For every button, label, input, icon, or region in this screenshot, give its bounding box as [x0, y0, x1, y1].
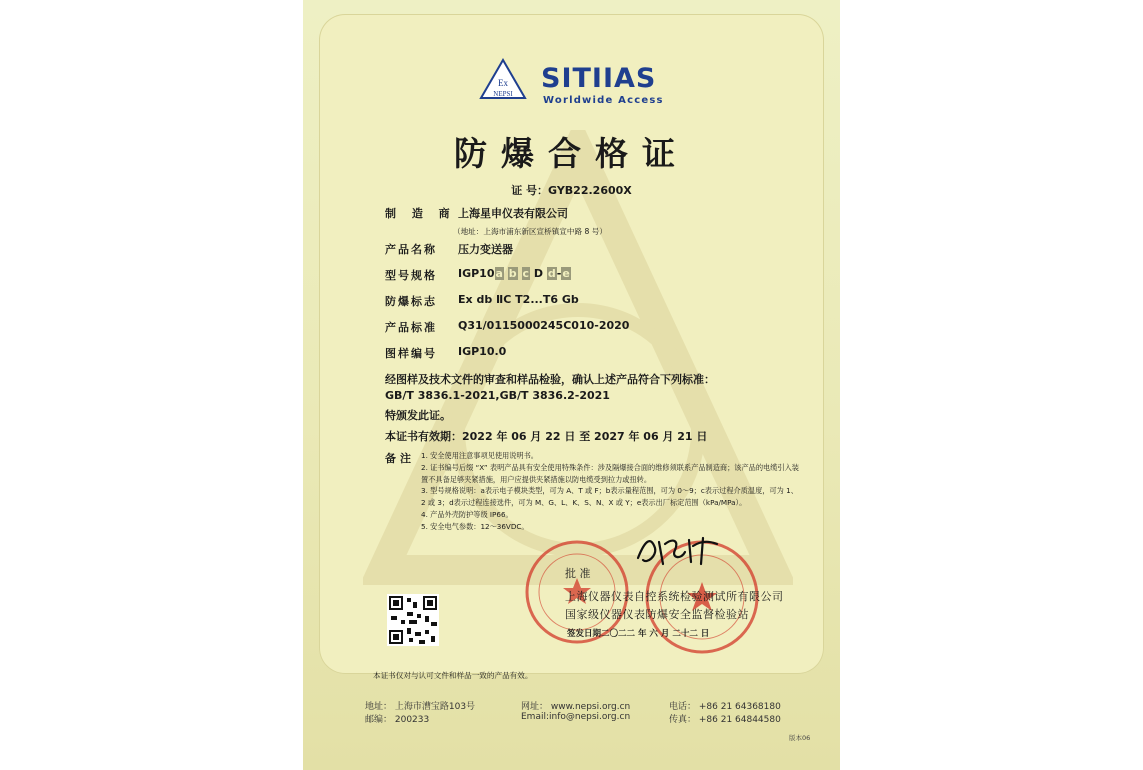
- remark-item: 2. 证书编号后缀 “X” 表明产品具有安全使用特殊条件：涉及隔爆接合面的维修须联系产品制造商；该产品的电缆引入装置不具备足够夹紧措施，用户应提供夹紧措施以防电缆受到拉力或扭转。: [421, 462, 799, 484]
- model-param-a: a: [495, 267, 503, 280]
- row-label-product-name: 产品名称: [385, 243, 437, 256]
- remarks-list: [421, 450, 801, 533]
- footer-website: 网址： www.nepsi.org.cn: [521, 702, 631, 712]
- footer-phone: 电话： +86 21 64368180: [669, 702, 781, 712]
- footer-fax: 传真： +86 21 64844580: [669, 715, 781, 725]
- row-value-drawing-no: IGP10.0: [458, 345, 507, 358]
- sitiias-logo: SITIIAS: [541, 63, 657, 94]
- conclusion-line-1: 经图样及技术文件的审查和样品检验，确认上述产品符合下列标准：: [385, 373, 715, 386]
- issue-date: 签发日期二〇二二 年 六 月 二十二 日: [567, 629, 710, 639]
- model-param-d: d: [547, 267, 556, 280]
- row-value-manufacturer: 上海星申仪表有限公司: [458, 207, 568, 220]
- form-version: 版本06: [789, 734, 811, 742]
- row-value-standard: Q31/0115000245C010-2020: [458, 319, 630, 332]
- validity-period: 本证书有效期：2022 年 06 月 22 日 至 2027 年 06 月 21 日: [385, 430, 708, 443]
- conclusion-standards: GB/T 3836.1-2021,GB/T 3836.2-2021: [385, 389, 610, 402]
- qr-code-icon: [387, 594, 439, 646]
- handwritten-signature: [633, 530, 723, 570]
- row-label-drawing-no: 图样编号: [385, 347, 437, 360]
- remark-item: 4. 产品外壳防护等级 IP66。: [421, 509, 513, 519]
- issuing-organization-2: 国家级仪器仪表防爆安全监督检验站: [565, 608, 749, 621]
- model-param-b: b: [508, 267, 517, 280]
- issuing-organization-1: 上海仪器仪表自控系统检验测试所有限公司: [565, 590, 784, 603]
- model-param-c: c: [522, 267, 530, 280]
- nepsi-ex-logo-icon: [479, 58, 527, 106]
- validity-footnote: 本证书仅对与认可文件和样品一致的产品有效。: [373, 671, 533, 680]
- model-base: IGP10: [458, 267, 495, 280]
- logo-ex-text: Ex: [498, 78, 508, 88]
- certificate-number: 证 号：GYB22.2600X: [511, 184, 632, 197]
- footer-address: 地址： 上海市漕宝路103号: [365, 702, 476, 712]
- model-param-e: e: [562, 267, 570, 280]
- remark-item: 5. 安全电气参数：12～36VDC。: [421, 521, 529, 531]
- sitiias-tagline: Worldwide Access: [543, 95, 664, 106]
- row-label-model: 型号规格: [385, 269, 437, 282]
- logo-nepsi-text: NEPSI: [493, 90, 513, 98]
- certificate-title: 防爆合格证: [454, 134, 689, 173]
- row-label-ex-marking: 防爆标志: [385, 295, 437, 308]
- footer-zip: 邮编： 200233: [365, 715, 430, 725]
- footer-email: Email:info@nepsi.org.cn: [521, 712, 631, 722]
- remark-item: 3. 型号规格说明：a表示电子模块类型，可为 A、T 或 F；b表示量程范围，可为 0～9；c表示过程介质温度，可为 1、2 或 3；d表示过程连接选件，可为 M、G、L、K、S、N、X 或 Y；e表示出厂标定范围（kPa/MPa）。: [421, 486, 798, 508]
- certificate-page: [303, 0, 840, 770]
- approve-label: 批 准: [565, 567, 591, 580]
- row-label-manufacturer: 制 造 商: [385, 207, 456, 220]
- model-dash: -: [556, 267, 562, 280]
- model-param-D: D: [533, 267, 544, 280]
- row-value-ex-marking: Ex db ⅡC T2...T6 Gb: [458, 293, 579, 306]
- remarks-label: 备注: [385, 452, 415, 465]
- conclusion-line-3: 特颁发此证。: [385, 409, 451, 422]
- manufacturer-address: （地址：上海市浦东新区宣桥镇宣中路 8 号）: [453, 227, 607, 236]
- row-value-model: [458, 267, 571, 280]
- row-label-standard: 产品标准: [385, 321, 437, 334]
- remark-item: 1. 安全使用注意事项见使用说明书。: [421, 451, 538, 460]
- row-value-product-name: 压力变送器: [458, 243, 513, 256]
